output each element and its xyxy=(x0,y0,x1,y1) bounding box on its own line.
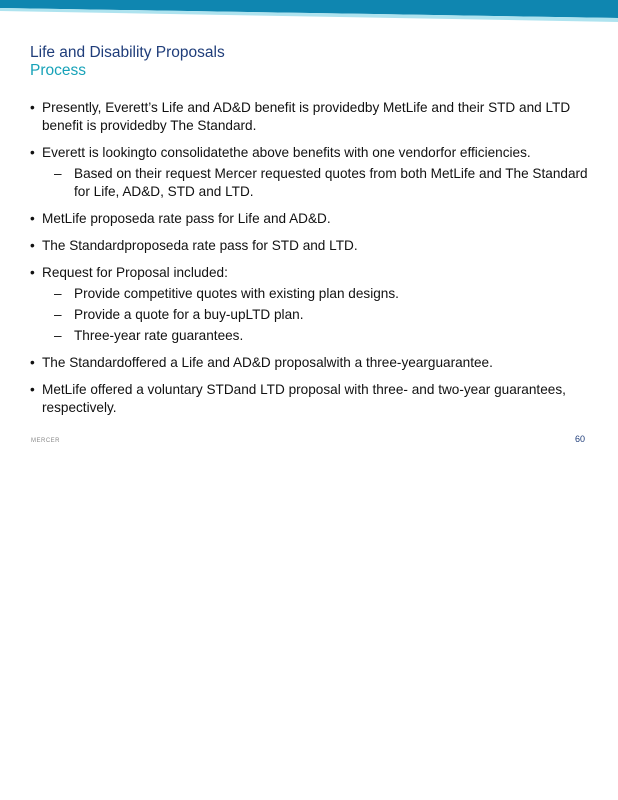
sub-bullet-item xyxy=(42,285,590,303)
bullet-text: Request for Proposal included: xyxy=(42,265,228,280)
page-number: 60 xyxy=(575,434,586,444)
bullet-item xyxy=(30,381,590,417)
sub-bullet-item xyxy=(42,306,590,324)
sub-bullet-item xyxy=(42,327,590,345)
bullet-item xyxy=(30,237,590,255)
mercer-logo: MERCER xyxy=(31,438,61,444)
slide-title-block xyxy=(30,44,225,80)
sub-bullet-item xyxy=(42,165,590,201)
bullet-text: MetLife offered a voluntary STDand LTD proposal with three- and two-year guarantees, respectively. xyxy=(42,382,566,415)
header-banner xyxy=(0,0,618,24)
bullet-text: Everett is lookingto consolidatethe above benefits with one vendorfor efficiencies. xyxy=(42,145,531,160)
bullet-item xyxy=(30,144,590,201)
sub-bullet-text: Three-year rate guarantees. xyxy=(74,328,244,343)
bullet-text: MetLife proposeda rate pass for Life and AD&D. xyxy=(42,211,331,226)
bullet-item xyxy=(30,264,590,345)
bullet-item xyxy=(30,99,590,135)
bullet-text: Presently, Everett’s Life and AD&D benefit is providedby MetLife and their STD and LTD benefit is providedby The Standard. xyxy=(42,100,571,133)
bullet-item xyxy=(30,354,590,372)
sub-bullet-text: Provide a quote for a buy-upLTD plan. xyxy=(74,307,304,322)
bullet-text: The Standardproposeda rate pass for STD and LTD. xyxy=(42,238,358,253)
slide-title: Life and Disability Proposals xyxy=(30,44,225,61)
bullet-text: The Standardoffered a Life and AD&D proposalwith a three-yearguarantee. xyxy=(42,355,493,370)
sub-bullet-text: Based on their request Mercer requested quotes from both MetLife and The Standard for Life, AD&D, STD and LTD. xyxy=(74,166,588,199)
bullet-item xyxy=(30,210,590,228)
slide-subtitle: Process xyxy=(30,62,86,79)
bullet-list xyxy=(30,99,590,426)
sub-bullet-text: Provide competitive quotes with existing plan designs. xyxy=(74,286,399,301)
